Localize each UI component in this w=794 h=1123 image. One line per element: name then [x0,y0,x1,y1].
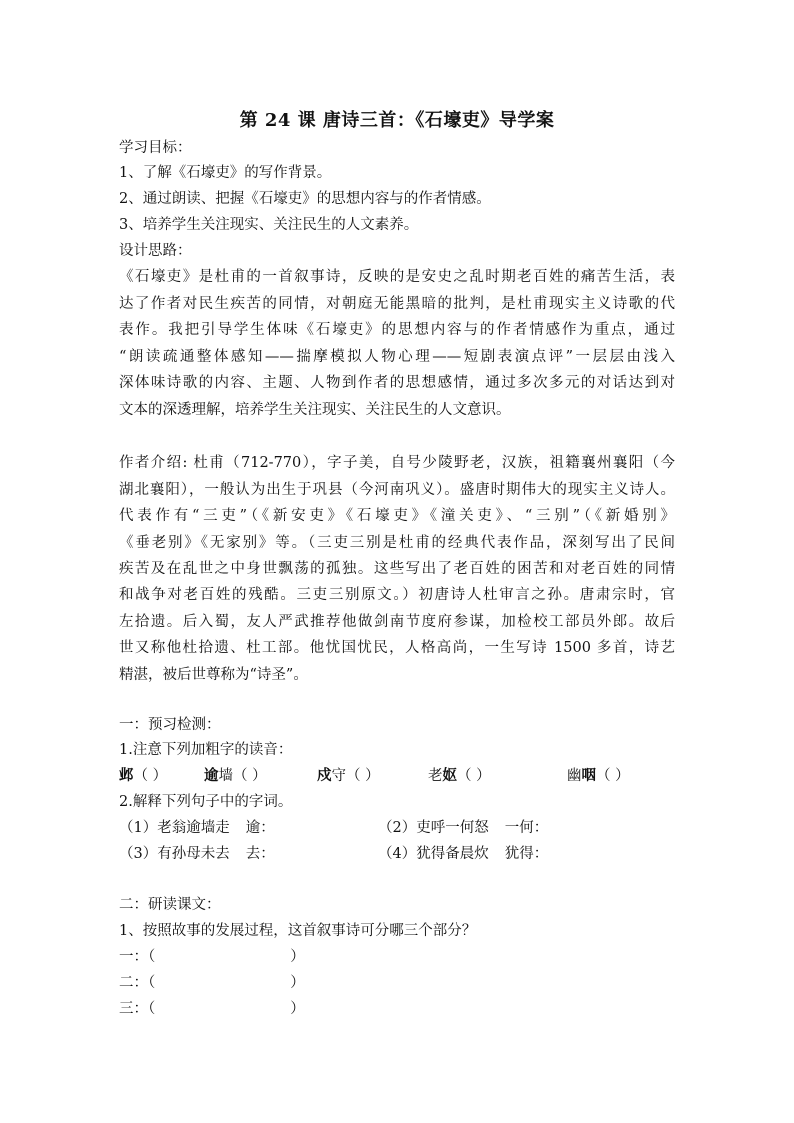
goals-heading: 学习目标： [119,140,192,156]
author-paragraph-line: 世又称他杜拾遗、杜工部。他忧国忧民，人格高尚，一生写诗 1500 多首，诗艺 [119,640,675,656]
goal-item: 3、培养学生关注现实、关注民生的人文素养。 [119,217,419,233]
design-paragraph-line: 深体味诗歌的内容、主题、人物到作者的思想感情，通过多次多元的对话达到对 [119,375,675,391]
author-paragraph-line: 疾苦及在乱世之中身世飘荡的孤独。这些写出了老百姓的困苦和对老百姓的同情 [119,561,675,577]
design-paragraph-line: 表作。我把引导学生体味《石壕吏》的思想内容与的作者情感作为重点，通过 [119,322,675,338]
study-question-1: 1、按照故事的发展过程，这首叙事诗可分哪三个部分？ [119,923,477,939]
word-item: （3）有孙母未去 去： [119,846,275,862]
pronunciation-item: 邺（ ） [119,767,168,784]
pronunciation-item: 戍守（ ） [317,767,380,784]
part-item: 三：（ ） [119,1001,305,1017]
pronunciation-item: 幽咽（ ） [567,767,630,784]
author-paragraph-line: 作者介绍: 杜甫（712-770），字子美，自号少陵野老，汉族，祖籍襄州襄阳（今 [119,455,675,471]
word-item: （2）吏呼一何怒 一何： [378,820,549,836]
preview-heading: 一：预习检测： [119,717,221,733]
pronunciation-row [119,764,679,786]
design-paragraph-line: 《石壕吏》是杜甫的一首叙事诗，反映的是安史之乱时期老百姓的痛苦生活，表 [119,269,675,285]
preview-question-2: 2.解释下列句子中的字词。 [119,794,293,810]
preview-question-1: 1.注意下列加粗字的读音： [119,742,293,758]
goal-item: 1、了解《石壕吏》的写作背景。 [119,165,332,181]
part-item: 一：（ ） [119,949,305,965]
pronunciation-item: 逾墙（ ） [204,767,267,784]
author-paragraph-line: 左拾遗。后入蜀，友人严武推荐他做剑南节度府参谋，加检校工部员外郎。故后 [119,614,675,630]
design-paragraph-line: “朗读疏通整体感知——揣摩模拟人物心理——短剧表演点评”一层层由浅入 [119,349,675,365]
design-paragraph-line: 达了作者对民生疾苦的同情，对朝庭无能黑暗的批判，是杜甫现实主义诗歌的代 [119,296,675,312]
answer-blank[interactable]: （ ） [596,768,630,784]
goal-item: 2、通过朗读、把握《石壕吏》的思想内容与的作者情感。 [119,191,491,207]
word-item: （1）老翁逾墙走 逾： [119,820,275,836]
author-paragraph-line: 和战争对老百姓的残酷。三吏三别原文。）初唐诗人杜审言之孙。唐肃宗时，官 [119,587,675,603]
answer-blank[interactable]: （ ） [457,768,491,784]
pronunciation-item: 老妪（ ） [428,767,491,784]
answer-blank[interactable]: （ ） [346,768,380,784]
author-paragraph-line: 《垂老别》《无家别》等。（三吏三别是杜甫的经典代表作品，深刻写出了民间 [119,535,675,551]
answer-blank[interactable]: （ ） [233,768,267,784]
answer-blank[interactable]: （ ） [133,768,168,784]
page-title: 第 24 课 唐诗三首：《石壕吏》导学案 [239,110,555,131]
design-heading: 设计思路： [119,243,192,259]
study-heading: 二：研读课文： [119,897,221,913]
author-paragraph-line: 精湛，被后世尊称为“诗圣”。 [119,667,308,683]
part-item: 二：（ ） [119,975,305,991]
author-paragraph-line: 湖北襄阳），一般认为出生于巩县（今河南巩义）。盛唐时期伟大的现实主义诗人。 [119,482,675,498]
design-paragraph-line: 文本的深透理解，培养学生关注现实、关注民生的人文意识。 [119,402,511,418]
word-item: （4）犹得备晨炊 犹得： [378,846,549,862]
author-paragraph-line: 代表作有“三吏”（《新安吏》《石壕吏》《潼关吏》、“三别”（《新婚别》 [119,508,675,524]
